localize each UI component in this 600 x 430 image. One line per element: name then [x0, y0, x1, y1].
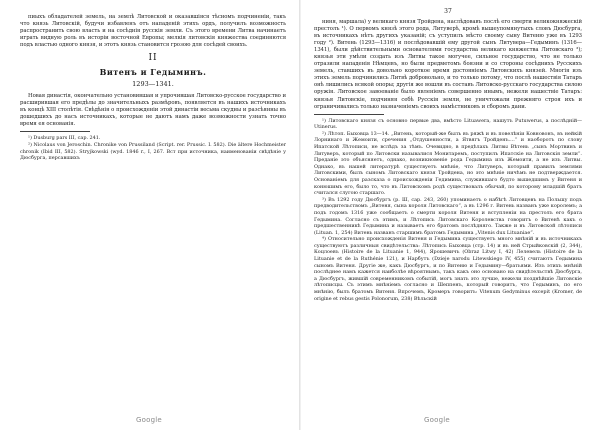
chapter-title: Витенъ и Гедыминъ.: [99, 67, 207, 78]
footnote-divider: [20, 131, 90, 132]
google-watermark: Google: [424, 416, 450, 424]
right-footnote: ²) Лѣтоп. Быховца 13—14. „Витень, который-же былъ въ ряжѣ и въ повелѣніи Ковновонъ, въ нейкій Лорнинаго и Жемоити, сречения „Отдушенности, а Ятвягъ Тройденъ....“ и наоборотъ по слову Ипатской Лѣтописи, не вслѣдъ за тѣмъ. Очевидно, в предѣлахъ Литвы Вѣтень „сынъ Мортвинъ и Литуверъ, который по Литовски называлися Монитаремъ, поступилъ Ипатскіе на Литовскія земли“. Преданіе это объясняетъ, однако, возникновеніе рода Гедымина изъ Жемоити, а не изъ Литвы. Однако, въ нашей литературѣ существуетъ мнѣніе, что Литуверъ, который правилъ землями Литовскими, былъ сыномъ Литовскаго князя Тройдена, но это мнѣніе ничѣмъ не подтверждается. Основаніемъ для разсказа о происхожденіи Гедимина, служившаго будто вышедшимъ у Витеня и конюшимъ его, было то, что въ Литовскомъ родѣ существовалъ обычай, по которому младшій братъ считался слугою старшаго.: [314, 130, 582, 197]
right-footnote: ³) Въ 1292 году Дюсбургъ (р. Ш, сар. 243, 260) упоминаетъ о набѣгѣ Литовцевъ на Польшу подъ предводительствомъ „Витеня, сына короля Литовскаго“, а въ 1296 г. Витень названъ уже королемъ; а подъ годомъ 1316 уже сообщаетъ о смерти короля Витеня и вступленіи на престолъ его брата Гедымина. Согласно съ этимъ, и Лѣтопись Литовскаго Королевства говоритъ о Витенѣ какъ о предшественникѣ Гедымина и называетъ его братомъ послѣдняго. Также и въ Литовской лѣтописи (Lituan. 1, 254) Витень названъ старшимъ братомъ Гедымина „Vitenis dux Lituaniae“.: [314, 196, 582, 236]
google-watermark: Google: [136, 416, 162, 424]
right-top-paragraph: ниня, маршала) у великаго князя Тройдена, наслѣдовавъ послѣ его смерти великокняжескій престолъ ¹). О первомъ князѣ этого рода, Литуверѣ, кромѣ вышеупомянутыхъ словъ Дюсбурга, въ источникахъ нѣтъ другихъ указаній; съ уступилъ мѣсто своему сыну Витеню уже въ 1293 году ²). Витень (1293—1316) и послѣдовавшій ему другой сынъ Литувера—Гедыминъ (1316—1341), были дѣйствительными основателями государства великаго княжества Литовскаго ³); князья эти умѣли создать изъ Литвы такое могучее, сильное государство, что не только отразили нападенія Нѣмцевъ, но были предметомъ боязни и со стороны сосѣднихъ Русскихъ земель, ставшихъ въ довольно короткое время достояніемъ Литовскихъ князей. Многія изъ этихъ земель подчинились Литвѣ добровольно, и то только потому, что послѣ нашествія Татаръ онѣ лишились всякой опоры; другія же вошли въ составъ Литовско-русскаго государства силою оружія. Литовское завоеваніе было явленіемъ совершенно инымъ, нежели нашествіе Татаръ: князья Литовскіе, подчиняя себѣ Русскія земли, не уничтожали прежняго строя ихъ и ограничивались только назначеніемъ своихъ намѣстниковъ и сборомъ дани.: [314, 19, 582, 110]
page-number: 37: [444, 8, 452, 15]
left-footnote: ²) Nicolaus von Jeroschin. Chronike von Prussiland (Script. rer. Prussic. I. 582). Die ältere Hochmeister chronik (Ibid III, 582). Stryjkowski (wyd. 1846 r., I, 267. Вст при источника, наименованіи свѣдѣніе у Дюсбурга, персавшихъ: [20, 142, 286, 162]
right-footnote: ¹) Литовскаго князя съ основно первые два, вмѣсто Lituawera, нашутъ Putuwerus, а послѣдній—Utinerus.: [314, 117, 582, 131]
right-page: [300, 0, 600, 430]
right-footnote: ⁴) Относительно происхожденія Витеня и Гедымина существуетъ много мнѣній и въ источникахъ существуютъ различныя свидѣтельства: Лѣтопись Быховца (стр. 14) и въ ней Стрыйковскій (2, 344), Коцлоевъ (Histoire de la Lituanie 1, 944), Ярошевичъ (Obraz Litwy I, 42) Лелевель (Histoire de la Lituanie et de la Ruthénie 121), и Нарбутъ (Dzieje narodu Litewskiego IV, 455) считаютъ Гедымина сыномъ Витеня. Другіе же, какъ Дюсбургъ, и по Витеню и Гедымину—братьями. Изъ этихъ мнѣній послѣднее намъ кажется наиболѣе вѣроятнымъ, такъ какъ оно основано на свидѣтельствѣ Дюсбурга, а Дюсбургъ, жившій современникомъ событій, могъ знать это лучше, нежели позднѣйшіе Литовскіе лѣтописцы. Съ этимъ мнѣніемъ согласно и Шеппенъ, который говоритъ, что Гедыминъ, по его мнѣнію, былъ братомъ Витеня. Впрочемъ, Кромеръ говоритъ: Vitenum Gedyminus excepit (Kromer, de origine et rebus gestis Polonorum, 238) Вѣльскій: [314, 236, 582, 302]
chapter-number: II: [148, 53, 158, 64]
footnote-divider: [314, 114, 384, 115]
left-body-paragraph: Новая династія, окончательно установившая и упрочившая Литовско-русское государство и расширившая его предѣлы до значительныхъ размѣровъ, появляется въ нашихъ источникахъ въ концѣ XIII столѣтія. Свѣдѣнія о происхожденіи этой династіи весьма скудны и разсѣянны въ дошедшихъ до насъ источникахъ, которые не даютъ намъ даже возможности узнать точно время ея основанія.: [20, 93, 286, 128]
left-top-paragraph: пиыхъ обладателей земель, на землѣ Литовской и оказавшіяся тѣсномъ подчиненіи, такъ что князь Литовскій, будучи избавленъ отъ нападеній этихъ ордъ, получилъ возможность распространить свою власть и на сосѣднія русскія земли. Съ этого времени Литва начинаетъ играть видную роль въ исторіи восточной Европы; мелкія литовскія княжества соединяются подъ властью одного князя, и этотъ князь становится грозою для сосѣдей своихъ.: [20, 14, 286, 49]
left-footnote: ¹) Dusburg pars III, cap. 241.: [28, 135, 101, 142]
chapter-dates: 1293—1341.: [132, 80, 174, 89]
